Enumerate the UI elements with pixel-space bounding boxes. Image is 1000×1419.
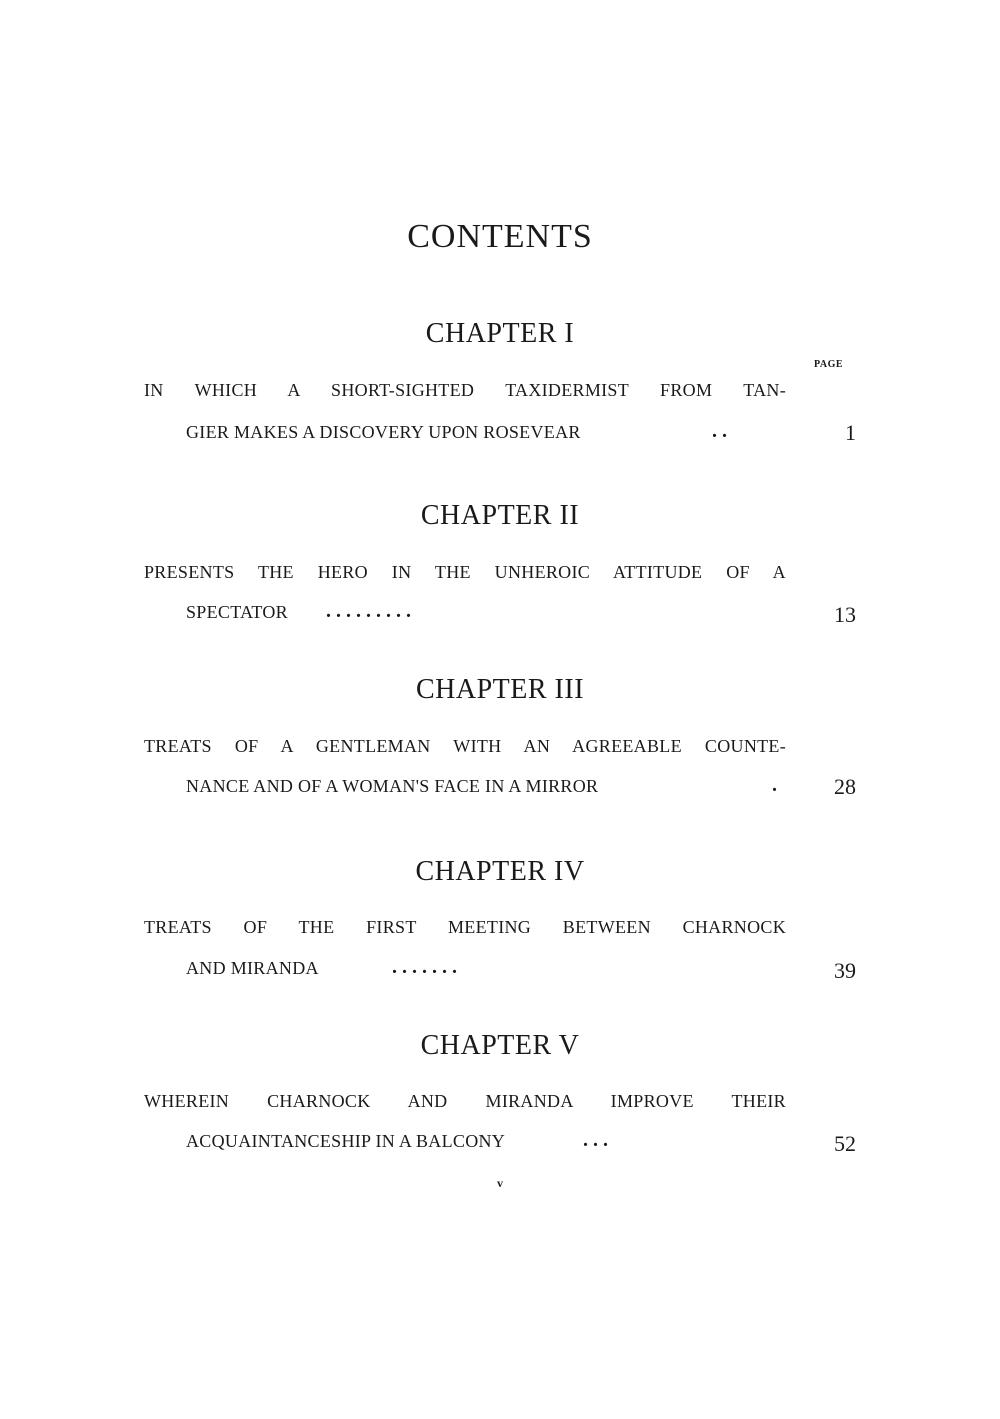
- toc-entry-line2: SPECTATOR: [186, 602, 288, 622]
- dot-leader: .: [772, 774, 777, 796]
- dot-leader: . . . . . . .: [392, 956, 457, 978]
- toc-entry-line1: IN WHICH A SHORT-SIGHTED TAXIDERMIST FROM TAN-: [144, 380, 786, 400]
- toc-entry-line2: NANCE AND OF A WOMAN'S FACE IN A MIRROR: [186, 776, 599, 796]
- toc-entry-line2: GIER MAKES A DISCOVERY UPON ROSEVEAR: [186, 422, 581, 442]
- page-column-label: PAGE: [814, 359, 844, 370]
- page-number: 13: [834, 602, 856, 627]
- page-number: 39: [834, 958, 856, 983]
- toc-entry-line1: TREATS OF A GENTLEMAN WITH AN AGREEABLE COUNTE-: [144, 736, 786, 756]
- page-title: CONTENTS: [407, 218, 593, 255]
- folio-numeral: v: [497, 1176, 503, 1190]
- chapter-heading: CHAPTER IV: [415, 856, 585, 887]
- page-number: 52: [834, 1131, 856, 1156]
- page-number: 28: [834, 774, 856, 799]
- toc-entry-line2: AND MIRANDA: [186, 958, 319, 978]
- dot-leader: . . .: [583, 1129, 608, 1151]
- toc-entry-line1: WHEREIN CHARNOCK AND MIRANDA IMPROVE THEIR: [144, 1091, 786, 1111]
- chapter-heading: CHAPTER V: [420, 1030, 580, 1061]
- toc-entry-line1: PRESENTS THE HERO IN THE UNHEROIC ATTITUDE OF A: [144, 562, 786, 582]
- toc-entry-line2: ACQUAINTANCESHIP IN A BALCONY: [186, 1131, 506, 1151]
- chapter-heading: CHAPTER II: [420, 500, 580, 531]
- toc-entry-line1: TREATS OF THE FIRST MEETING BETWEEN CHARNOCK: [144, 917, 786, 937]
- chapter-heading: CHAPTER I: [425, 318, 575, 349]
- page-number: 1: [845, 420, 856, 445]
- chapter-heading: CHAPTER III: [415, 674, 585, 705]
- dot-leader: . . . . . . . . .: [326, 600, 411, 622]
- dot-leader: . .: [712, 420, 727, 442]
